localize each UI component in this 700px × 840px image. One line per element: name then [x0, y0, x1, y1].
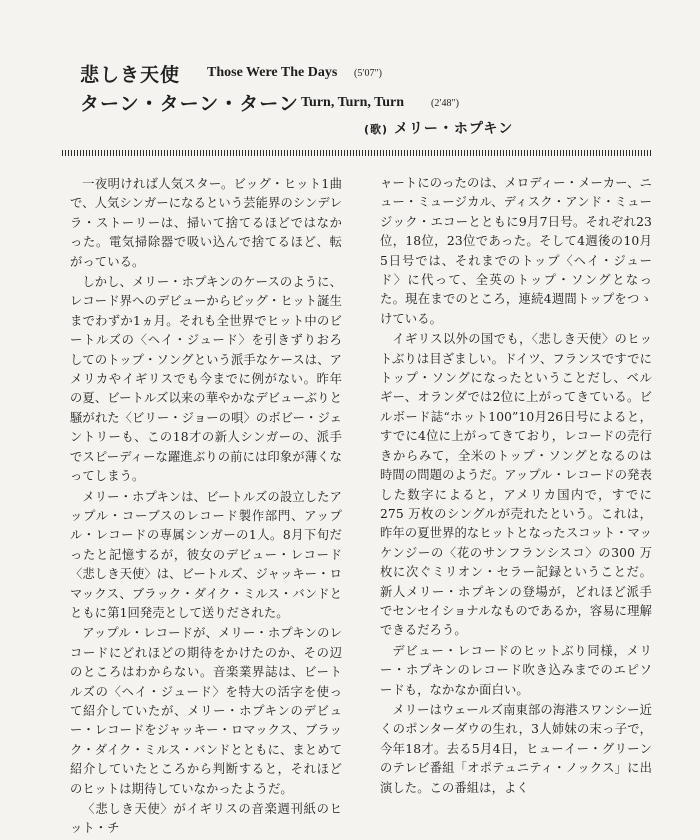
paragraph: イギリス以外の国でも，〈悲しき天使〉のヒットぶりは目ざましい。ドイツ、フランスですでにトップ・ソングになったということだし、ベルギー、オランダでは2位に上がってきている。ビルボード誌“ホット100”10月26日号によると，すでに4位に上がってきており，レコードの売行きからみて，全米のトップ・ソングとなるのは時間の問題のようだ。アップル・レコードの発表した数字によると，アメリカ国内で，すでに 275 万枚のシングルが売れたという。これは，昨年の夏世界的なヒットとなったスコット・マッケンジーの〈花のサンフランシスコ〉の300 万枚に次ぐミリオン・セラー記録ということだ。新人メリー・ホプキンの登場が，どれほど派手でセンセイショナルなものであるか，容易に理解できるだろう。 [380, 332, 652, 638]
song-title-2-japanese: ターン・ターン・ターン [80, 93, 299, 115]
singer-label: (歌) [364, 123, 389, 136]
singer-name: メリー・ホプキン [393, 121, 514, 137]
paragraph: メリーはウェールズ南東部の海港スワンシー近くのポンターダウの生れ，3人姉妹の末っ子で，今年18才。去る5月4日，ヒューイー・グリーンのテレビ番組「オポテュニティ・ノックス」に出演した。この番組は，よく [380, 702, 652, 795]
paragraph: メリー・ホプキンは、ビートルズの設立したアップル・コーブスのレコード製作部門、アップル・レコードの専属シンガーの1人。8月下旬だったと記憶するが，彼女のデビュー・レコード〈悲しき天使〉は、ビートルズ、ジャッキー・ロマックス、ブラック・ダイク・ミルス・バンドとともに第1回発売として送りだされた。 [70, 489, 342, 620]
song-title-2 [80, 89, 460, 116]
song-title-1-english: Those Were The Days [207, 65, 338, 80]
article-column-left [70, 175, 342, 840]
song-title-1 [80, 60, 383, 87]
song-title-2-duration: (2′48″) [431, 98, 460, 109]
article-column-right [380, 174, 652, 799]
singer-credit [364, 118, 513, 138]
paragraph: アップル・レコードが、メリー・ホプキンのレコードにどれほどの期待をかけたのか、その辺のところはわからない。音楽業界誌は、ビートルズの〈ヘイ・ジュード〉を特大の活字を使って紹介していたが、メリー・ホプキンのデビュー・レコードをジャッキー・ロマックス、ブラック・ダイク・ミルス・バンドとともに、まとめて紹介していたところから判断すると，それほどのヒットは期待していなかったようだ。 [70, 626, 342, 796]
song-title-1-japanese: 悲しき天使 [80, 64, 181, 86]
paragraph: デビュー・レコードのヒットぶり同様，メリー・ホプキンのレコード吹き込みまでのエピソードも，なかなか面白い。 [380, 643, 652, 697]
song-title-2-english: Turn, Turn, Turn [301, 95, 405, 110]
paragraph: 〈悲しき天使〉がイギリスの音楽週刊紙のヒット・チ [70, 802, 342, 836]
paragraph: しかし、メリー・ホプキンのケースのように、レコード界へのデビューからビッグ・ヒット誕生までわずか1ヵ月。それも全世界でヒット中のビートルズの〈ヘイ・ジュード〉を引きずりおろしてのトップ・ソングという派手なケースは、アメリカやイギリスでも今までに例がない。昨年の夏、ビートルズ以来の華やかなデビューぶりと騒がれた〈ビリー・ジョーの唄〉のボビー・ジェントリーも、この18才の新人シンガーの、派手でスピーディーな躍進ぶりの前には印象が薄くなってしまう。 [70, 275, 342, 484]
song-title-1-duration: (5′07″) [354, 68, 383, 79]
divider-rule [62, 150, 652, 156]
paragraph: 一夜明ければ人気スター。ビッグ・ヒット1曲で、人気シンガーになるという芸能界のシンデレラ・ストーリーは、掃いて捨てるほどではなかった。電気掃除器で吸い込んで捨てるほど、転がっている。 [70, 177, 342, 269]
paragraph: ャートにのったのは、メロディー・メーカー、ニュー・ミュージカル、ディスク・アンド・ミュージック・エコーとともに9月7日号。それぞれ23位，18位，23位であった。そして4週後の10月5日号では、それまでのトップ〈ヘイ・ジュード〉に代って、全英のトップ・ソングとなった。現在までのところ，連続4週間トップをつゝけている。 [380, 176, 652, 326]
